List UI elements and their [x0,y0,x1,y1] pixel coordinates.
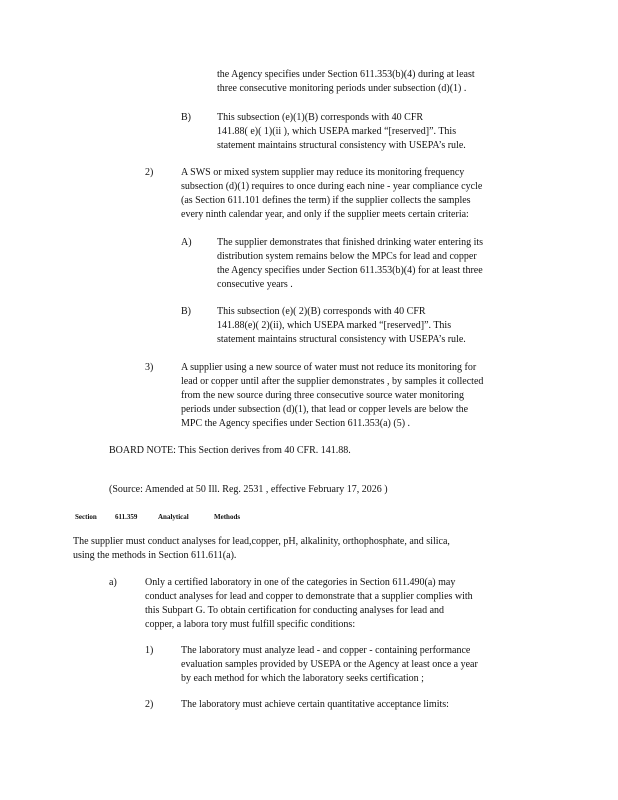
text-line: three consecutive monitoring periods under subsection (d)(1) . [217,83,467,94]
source-note [109,483,449,497]
text-line: statement maintains structural consistency with USEPA’s rule. [217,140,466,151]
text-line: copper, a labora tory must fulfill specific conditions: [145,619,356,630]
text-line: periods under subsection (d)(1), that lead or copper levels are below the [181,404,469,415]
item-label-2: 2) [145,167,154,178]
intro-paragraph [73,535,523,563]
text-line: The laboratory must achieve certain quantitative acceptance limits: [181,699,449,710]
text-line: Only a certified laboratory in one of the categories in Section 611.490(a) may [145,577,456,588]
text-line: This subsection (e)(1)(B) corresponds with 40 CFR [217,112,424,123]
text-line: (Source: Amended at 50 Ill. Reg. 2531 , effective February 17, 2026 ) [109,484,388,495]
item-a-paragraph [145,576,540,632]
item-2a-paragraph [217,236,537,292]
item-a1-paragraph [181,644,537,686]
text-line: The supplier demonstrates that finished drinking water entering its [217,237,484,248]
text-line: every ninth calendar year, and only if the supplier meets certain criteria: [181,209,469,220]
text-line: BOARD NOTE: This Section derives from 40 CFR. 141.88. [109,445,351,456]
text-line: (as Section 611.101 defines the term) if the supplier collects the samples [181,195,471,206]
item-label-a: a) [109,577,117,588]
section-heading-title: Methods [214,513,241,521]
text-line: the Agency specifies under Section 611.353(b)(4) during at least [217,69,475,80]
text-line: the Agency specifies under Section 611.353(b)(4) for at least three [217,265,483,276]
section-heading-title: Analytical [158,513,189,521]
item-2b-paragraph [217,305,519,347]
section-heading-number: 611.359 [115,513,138,521]
item-a2-paragraph [181,698,501,712]
item-label-1: 1) [145,645,154,656]
item-label-a: A) [181,237,192,248]
text-line: This subsection (e)( 2)(B) corresponds with 40 CFR [217,306,426,317]
text-line: lead or copper until after the supplier demonstrates , by samples it collected [181,376,484,387]
board-note [109,444,409,458]
text-line: MPC the Agency specifies under Section 611.353(a) (5) . [181,418,411,429]
text-line: evaluation samples provided by USEPA or the Agency at least once a year [181,659,478,670]
text-line: by each method for which the laboratory seeks certification ; [181,673,424,684]
item-b-paragraph [217,111,519,153]
item-2-paragraph [181,166,537,222]
text-line: The laboratory must analyze lead - and copper - containing performance [181,645,471,656]
text-line: 141.88(e)( 2)(ii), which USEPA marked “[reserved]”. This [217,320,452,331]
item-label-3: 3) [145,362,154,373]
text-line: The supplier must conduct analyses for lead,copper, pH, alkalinity, orthophosphate, and silica, [73,536,450,547]
text-line: from the new source during three consecutive source water monitoring [181,390,464,401]
text-line: consecutive years . [217,279,293,290]
section-heading [0,512,618,522]
section-heading-word: Section [75,513,97,521]
text-line: conduct analyses for lead and copper to demonstrate that a supplier complies with [145,591,473,602]
text-line: A SWS or mixed system supplier may reduce its monitoring frequency [181,167,465,178]
text-line: using the methods in Section 611.611(a). [73,550,237,561]
text-line: this Subpart G. To obtain certification for conducting analyses for lead and [145,605,445,616]
text-line: statement maintains structural consistency with USEPA’s rule. [217,334,466,345]
text-line: subsection (d)(1) requires to once during each nine - year compliance cycle [181,181,483,192]
text-line: A supplier using a new source of water must not reduce its monitoring for [181,362,477,373]
item-label-b: B) [181,112,191,123]
item-3-paragraph [181,361,533,431]
text-line: distribution system remains below the MPCs for lead and copper [217,251,477,262]
item-label-b: B) [181,306,191,317]
continuation-paragraph [217,68,527,96]
item-label-2: 2) [145,699,154,710]
text-line: 141.88( e)( 1)(ii ), which USEPA marked “[reserved]”. This [217,126,457,137]
